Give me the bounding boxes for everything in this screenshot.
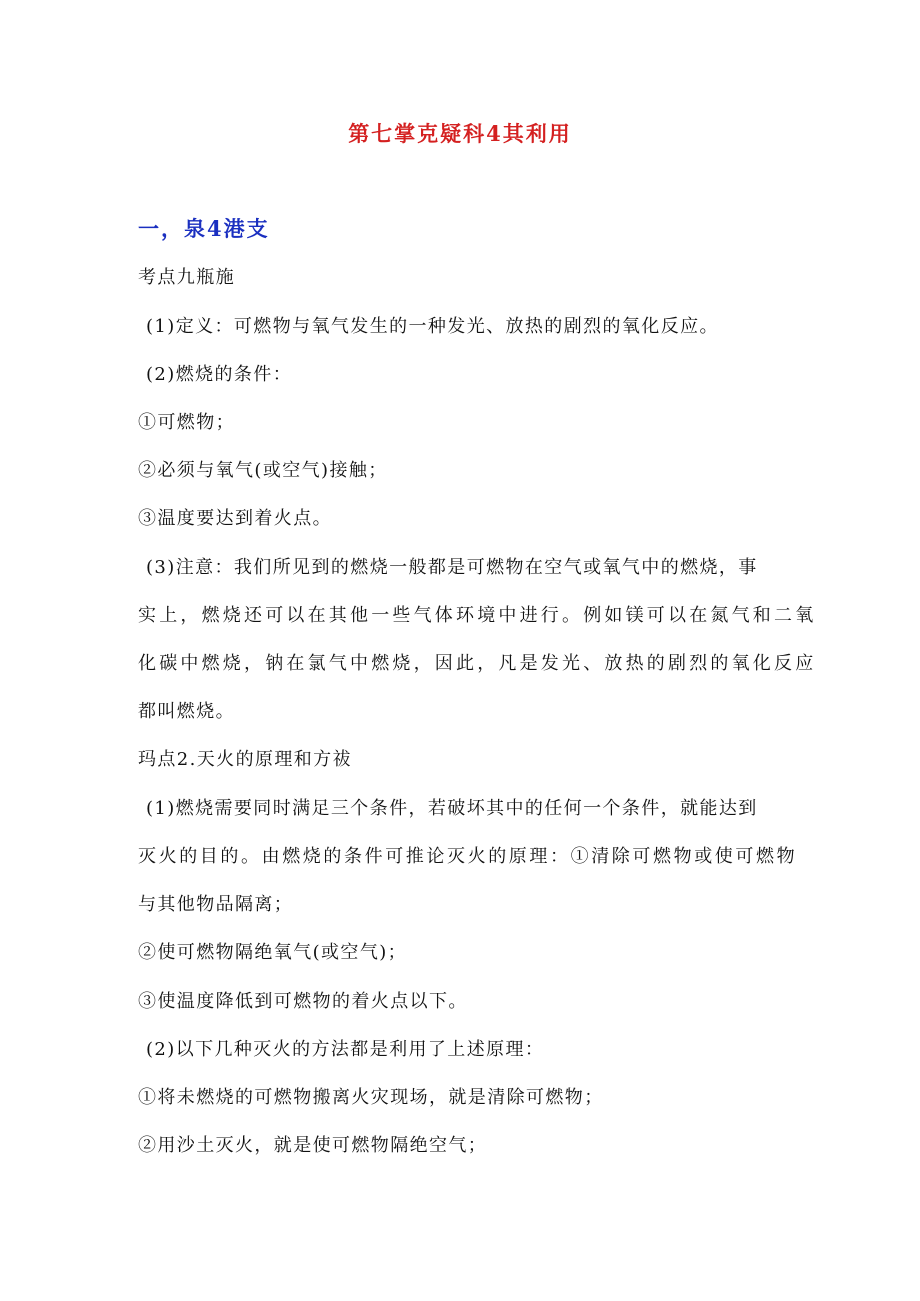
paragraph-line: 灭火的目的。由燃烧的条件可推论灭火的原理：①清除可燃物或使可燃物 bbox=[138, 846, 798, 867]
paragraph-line: 与其他物品隔离； bbox=[138, 894, 294, 915]
list-item: ②使可燃物隔绝氧气(或空气)； bbox=[138, 942, 408, 963]
paragraph-line: (2)燃烧的条件： bbox=[146, 364, 293, 385]
point-heading: 考点九瓶施 bbox=[138, 267, 235, 288]
paragraph-line: (1)定义：可燃物与氧气发生的一种发光、放热的剧烈的氧化反应。 bbox=[146, 316, 719, 337]
paragraph-line: (3)注意：我们所见到的燃烧一般都是可燃物在空气或氧气中的燃烧，事 bbox=[146, 557, 758, 578]
point-heading: 玛点2.天火的原理和方祓 bbox=[138, 749, 352, 770]
section-heading: 一，泉4港支 bbox=[138, 216, 270, 241]
list-item: ③温度要达到着火点。 bbox=[138, 508, 332, 529]
paragraph-line: 实上，燃烧还可以在其他一些气体环境中进行。例如镁可以在氮气和二氧 bbox=[138, 605, 817, 626]
paragraph-line: (2)以下几种灭火的方法都是利用了上述原理： bbox=[146, 1039, 545, 1060]
list-item: ②必须与氧气(或空气)接触； bbox=[138, 460, 388, 481]
list-item: ③使温度降低到可燃物的着火点以下。 bbox=[138, 991, 468, 1012]
list-item: ①将未燃烧的可燃物搬离火灾现场，就是清除可燃物； bbox=[138, 1087, 604, 1108]
paragraph-line: (1)燃烧需要同时满足三个条件，若破坏其中的任何一个条件，就能达到 bbox=[146, 798, 758, 819]
paragraph-line: 都叫燃烧。 bbox=[138, 701, 235, 722]
list-item: ①可燃物； bbox=[138, 412, 235, 433]
paragraph-line: 化碳中燃烧，钠在氯气中燃烧，因此，凡是发光、放热的剧烈的氧化反应 bbox=[138, 653, 817, 674]
document-title: 第七掌克疑科4其利用 bbox=[348, 121, 572, 146]
list-item: ②用沙土灭火，就是使可燃物隔绝空气； bbox=[138, 1135, 488, 1156]
